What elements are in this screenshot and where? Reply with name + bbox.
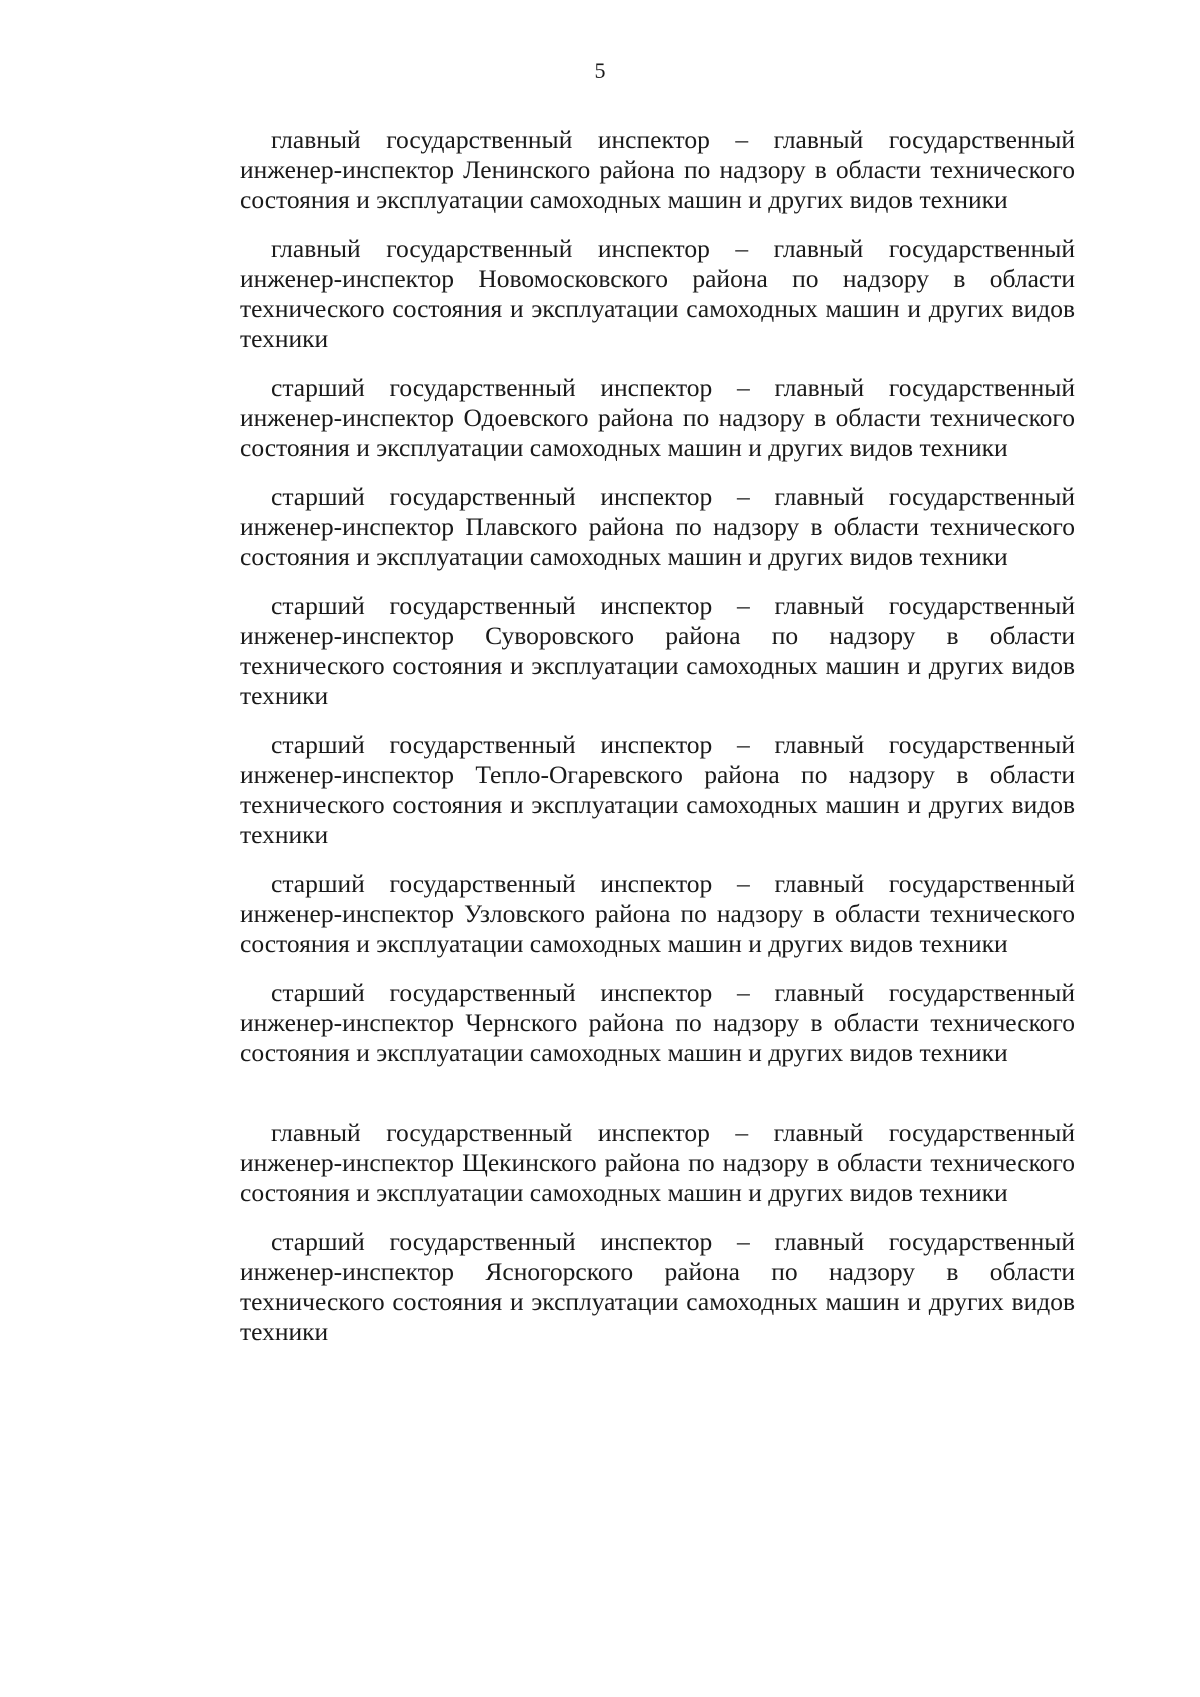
paragraph: старший государственный инспектор – главный государственный инженер-инспектор Одоевского района по надзору в области технического состояния и эксплуатации самоходных машин и других видов техники: [240, 373, 1075, 462]
paragraph: главный государственный инспектор – главный государственный инженер-инспектор Щекинского района по надзору в области технического состояния и эксплуатации самоходных машин и других видов техники: [240, 1118, 1075, 1207]
paragraph: старший государственный инспектор – главный государственный инженер-инспектор Ясногорского района по надзору в области технического состояния и эксплуатации самоходных машин и других видов техники: [240, 1227, 1075, 1346]
paragraph: старший государственный инспектор – главный государственный инженер-инспектор Тепло-Огаревского района по надзору в области технического состояния и эксплуатации самоходных машин и других видов техники: [240, 730, 1075, 849]
paragraph: старший государственный инспектор – главный государственный инженер-инспектор Узловского района по надзору в области технического состояния и эксплуатации самоходных машин и других видов техники: [240, 869, 1075, 958]
paragraph: главный государственный инспектор – главный государственный инженер-инспектор Ленинского района по надзору в области технического состояния и эксплуатации самоходных машин и других видов техники: [240, 125, 1075, 214]
paragraph: главный государственный инспектор – главный государственный инженер-инспектор Новомосковского района по надзору в области технического состояния и эксплуатации самоходных машин и других видов техники: [240, 234, 1075, 353]
page-number: 5: [594, 58, 606, 83]
document-body: [240, 125, 1075, 1366]
paragraph: старший государственный инспектор – главный государственный инженер-инспектор Чернского района по надзору в области технического состояния и эксплуатации самоходных машин и других видов техники: [240, 978, 1075, 1067]
paragraph: старший государственный инспектор – главный государственный инженер-инспектор Суворовского района по надзору в области технического состояния и эксплуатации самоходных машин и других видов техники: [240, 591, 1075, 710]
paragraph: старший государственный инспектор – главный государственный инженер-инспектор Плавского района по надзору в области технического состояния и эксплуатации самоходных машин и других видов техники: [240, 482, 1075, 571]
